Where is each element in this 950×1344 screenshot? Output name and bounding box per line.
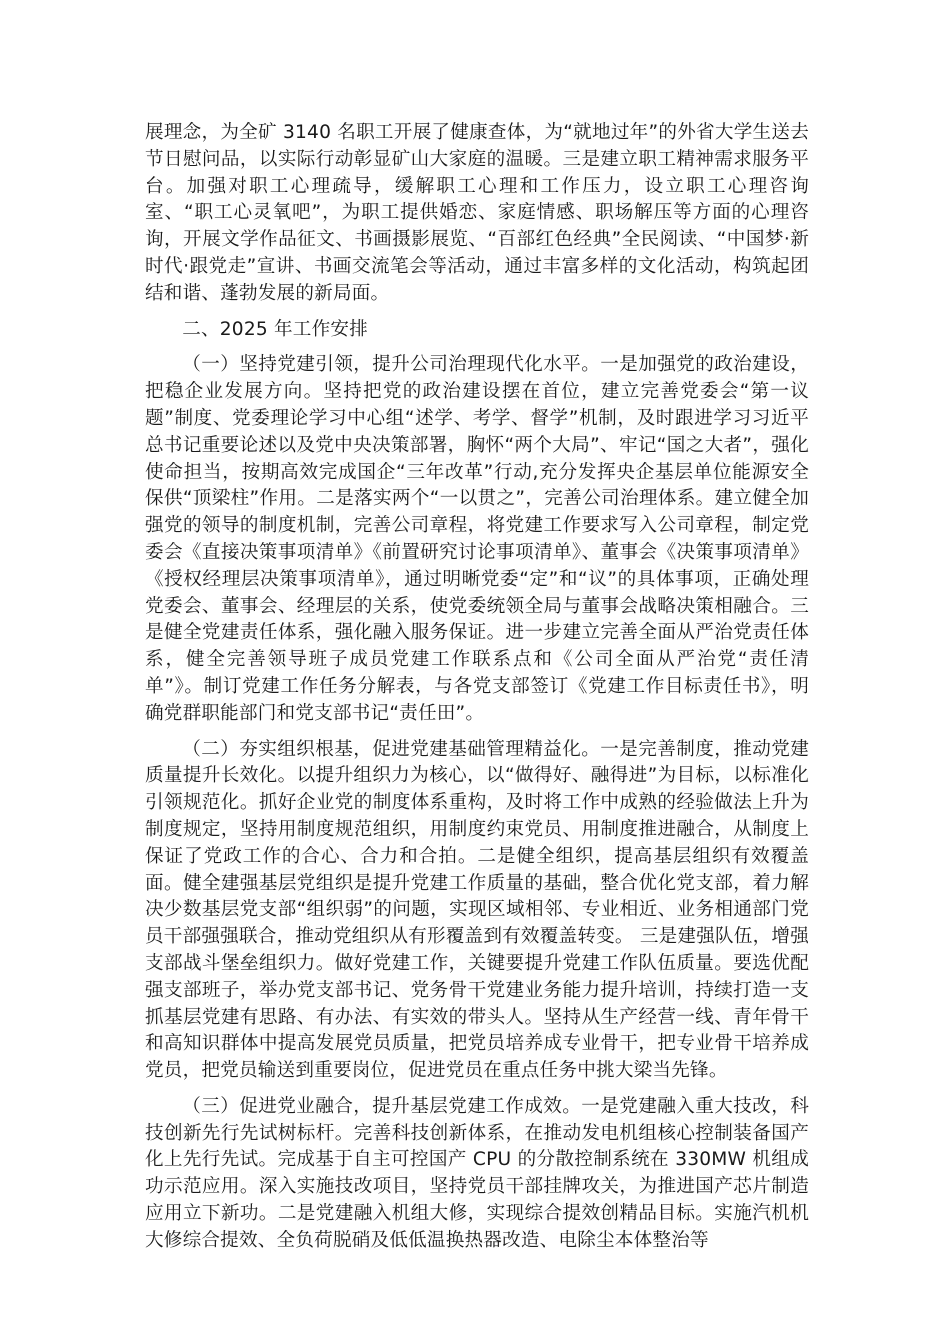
paragraph-continuation: 展理念，为全矿 3140 名职工开展了健康查体，为“就地过年”的外省大学生送去节日慰问品，以实际行动彰显矿山大家庭的温暖。三是建立职工精神需求服务平台。加强对职工心理疏导，缓解职工心理和工作压力，设立职工心理咨询室、“职工心灵氧吧”，为职工提供婚恋、家庭情感、职场解压等方面的心理咨询，开展文学作品征文、书画摄影展览、“百部红色经典”全民阅读、“中国梦·新时代·跟党走”宣讲、书画交流笔会等活动，通过丰富多样的文化活动，构筑起团结和谐、蓬勃发展的新局面。 [145,122,809,304]
paragraph-item-3: （三）促进党业融合，提升基层党建工作成效。一是党建融入重大技改，科技创新先行先试树标杆。完善科技创新体系，在推动发电机组核心控制装备国产化上先行先试。完成基于自主可控国产 CPU 的分散控制系统在 330MW 机组成功示范应用。深入实施技改项目，坚持党员干部挂牌攻关，为推进国产芯片制造应用立下新功。二是党建融入机组大修，实现综合提效创精品目标。实施汽机机大修综合提效、全负荷脱硝及低低温换热器改造、电除尘本体整治等 [145,1095,809,1251]
document-page [145,120,809,1255]
section-heading: 二、2025 年工作安排 [182,318,368,340]
paragraph-item-2: （二）夯实组织根基，促进党建基础管理精益化。一是完善制度，推动党建质量提升长效化。以提升组织力为核心，以“做得好、融得进”为目标，以标准化引领规范化。抓好企业党的制度体系重构，及时将工作中成熟的经验做法上升为制度规定，坚持用制度规范组织，用制度约束党员、用制度推进融合，从制度上保证了党政工作的合心、合力和合拍。二是健全组织，提高基层组织有效覆盖面。健全建强基层党组织是提升党建工作质量的基础，整合优化党支部，着力解决少数基层党支部“组织弱”的问题，实现区域相邻、专业相近、业务相通部门党员干部强强联合，推动党组织从有形覆盖到有效覆盖转变。 三是建强队伍，增强支部战斗堡垒组织力。做好党建工作，关键要提升党建工作队伍质量。要选优配强支部班子，举办党支部书记、党务骨干党建业务能力提升培训，持续打造一支抓基层党建有思路、有办法、有实效的带头人。坚持从生产经营一线、青年骨干和高知识群体中提高发展党员质量，把党员培养成专业骨干，把专业骨干培养成党员，把党员输送到重要岗位，促进党员在重点任务中挑大梁当先锋。 [145,738,809,1082]
paragraph-item-1: （一）坚持党建引领，提升公司治理现代化水平。一是加强党的政治建设，把稳企业发展方向。坚持把党的政治建设摆在首位，建立完善党委会“第一议题”制度、党委理论学习中心组“述学、考学、督学”机制，及时跟进学习习近平总书记重要论述以及党中央决策部署，胸怀“两个大局”、牢记“国之大者”，强化使命担当，按期高效完成国企“三年改革”行动,充分发挥央企基层单位能源安全保供“顶梁柱”作用。二是落实两个“一以贯之”，完善公司治理体系。建立健全加强党的领导的制度机制，完善公司章程，将党建工作要求写入公司章程，制定党委会《直接决策事项清单》《前置研究讨论事项清单》、董事会《决策事项清单》《授权经理层决策事项清单》，通过明晰党委“定”和“议”的具体事项，正确处理党委会、董事会、经理层的关系，使党委统领全局与董事会战略决策相融合。三是健全党建责任体系，强化融入服务保证。进一步建立完善全面从严治党责任体系，健全完善领导班子成员党建工作联系点和《公司全面从严治党“责任清单”》。制订党建工作任务分解表，与各党支部签订《党建工作目标责任书》，明确党群职能部门和党支部书记“责任田”。 [145,354,809,724]
